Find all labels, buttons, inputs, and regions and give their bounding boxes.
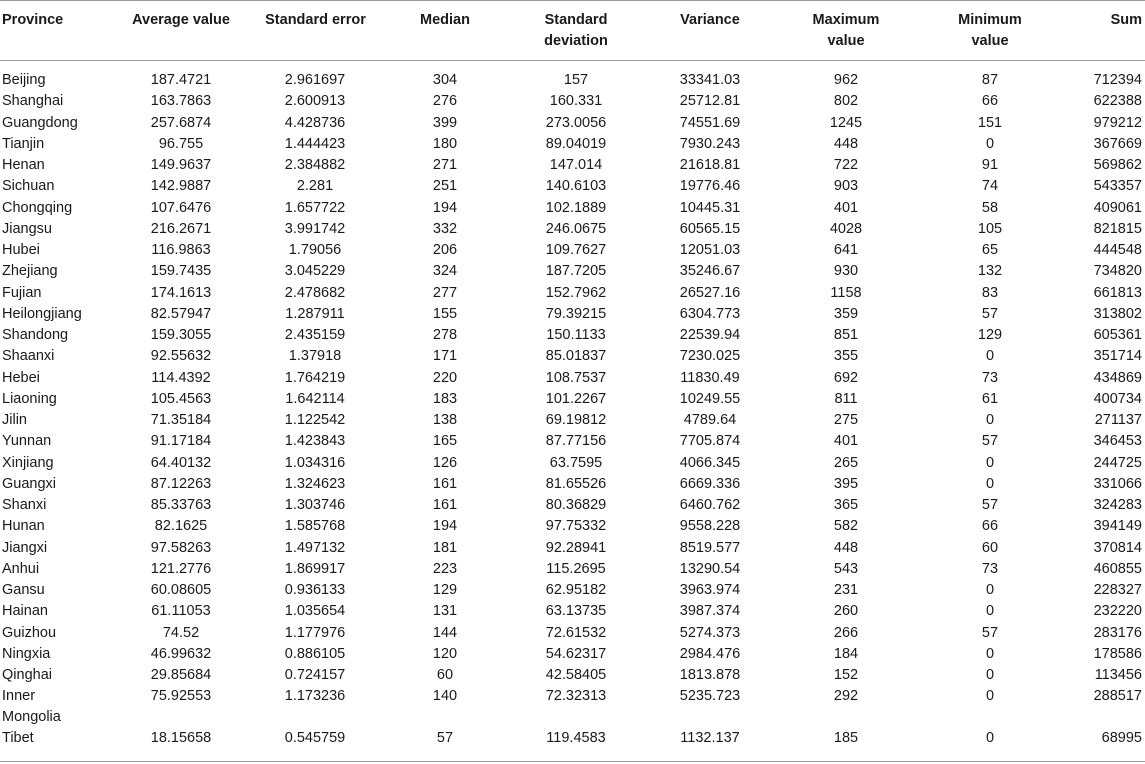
sum-cell: 244725 (1093, 454, 1142, 471)
std-dev-cell: 152.7962 (545, 284, 607, 301)
average-cell: 71.35184 (150, 412, 212, 428)
province-cell: Guizhou (2, 624, 57, 641)
std-error-cell: 1.585768 (284, 518, 346, 535)
median-cell: 129 (432, 582, 458, 598)
maximum-cell: 184 (833, 645, 859, 662)
province-cell: Shanxi (2, 497, 47, 513)
header-bottom-rule (0, 60, 1145, 61)
median-cell: 332 (432, 220, 458, 237)
province-cell: Fujian (2, 284, 42, 301)
minimum-cell: 91 (981, 157, 999, 173)
minimum-cell: 57 (981, 624, 999, 641)
std-error-cell: 0.724157 (284, 667, 346, 683)
sum-cell: 394149 (1093, 518, 1142, 535)
sum-cell: 444548 (1093, 242, 1142, 258)
variance-cell: 74551.69 (679, 114, 741, 131)
province-cell: Jiangsu (2, 220, 52, 237)
header-median: Median (420, 12, 470, 28)
average-cell: 216.2671 (150, 220, 212, 237)
std-dev-cell: 157 (563, 72, 589, 88)
province-cell: Hubei (2, 242, 40, 258)
variance-cell: 7230.025 (679, 348, 741, 365)
table-bottom-rule (0, 761, 1145, 762)
variance-cell: 10445.31 (679, 199, 741, 216)
std-error-cell: 2.384882 (284, 157, 346, 173)
maximum-cell: 355 (833, 348, 859, 365)
std-error-cell: 0.886105 (284, 645, 346, 662)
province-cell: Henan (2, 157, 45, 173)
minimum-cell: 0 (985, 645, 995, 662)
std-error-cell: 1.444423 (284, 135, 346, 152)
sum-cell: 232220 (1093, 603, 1142, 620)
median-cell: 277 (432, 284, 458, 301)
province-cell: Guangxi (2, 475, 57, 492)
std-error-cell: 1.034316 (284, 454, 346, 471)
header-maximum-value: Maximum value (812, 12, 880, 49)
variance-cell: 1813.878 (679, 667, 741, 683)
std-error-cell: 2.961697 (284, 72, 346, 88)
median-cell: 180 (432, 135, 458, 152)
median-cell: 165 (432, 433, 458, 450)
std-dev-cell: 187.7205 (545, 263, 607, 280)
std-error-cell: 1.287911 (285, 305, 345, 322)
header-province: Province (2, 12, 64, 28)
province-cell: Sichuan (2, 178, 55, 195)
minimum-cell: 151 (977, 114, 1003, 131)
province-cell: Zhejiang (2, 263, 58, 280)
variance-cell: 5235.723 (679, 688, 741, 705)
header-minimum-value: Minimum value (958, 12, 1022, 49)
header-standard-deviation: Standard deviation (544, 12, 608, 49)
std-dev-cell: 101.2267 (545, 390, 607, 407)
average-cell: 29.85684 (150, 667, 212, 683)
average-cell: 174.1613 (150, 284, 212, 301)
province-cell: Tibet (2, 730, 34, 747)
sum-cell: 313802 (1093, 305, 1142, 322)
std-dev-cell: 87.77156 (545, 433, 607, 450)
std-dev-cell: 63.13735 (545, 603, 607, 620)
variance-cell: 7930.243 (679, 135, 741, 152)
province-cell: Shanghai (2, 93, 64, 110)
median-cell: 57 (436, 730, 454, 747)
variance-cell: 7705.874 (679, 433, 741, 450)
variance-cell: 26527.16 (679, 284, 741, 301)
header-sum: Sum (1110, 12, 1142, 28)
maximum-cell: 401 (833, 199, 859, 216)
std-dev-cell: 150.1133 (546, 327, 606, 343)
variance-cell: 9558.228 (679, 518, 741, 535)
province-cell: Ningxia (2, 645, 51, 662)
std-dev-cell: 273.0056 (545, 114, 607, 131)
province-cell: Anhui (2, 560, 40, 577)
minimum-cell: 73 (981, 560, 999, 577)
average-cell: 96.755 (158, 135, 204, 152)
median-cell: 276 (432, 93, 458, 110)
province-cell: Heilongjiang (2, 305, 82, 322)
median-cell: 324 (432, 263, 458, 280)
sum-cell: 228327 (1093, 582, 1142, 598)
median-cell: 278 (432, 327, 458, 343)
maximum-cell: 543 (833, 560, 859, 577)
header-standard-error: Standard error (265, 12, 366, 28)
maximum-cell: 641 (833, 242, 859, 258)
std-error-cell: 1.657722 (284, 199, 346, 216)
variance-cell: 6460.762 (679, 497, 741, 513)
average-cell: 149.9637 (150, 157, 212, 173)
median-cell: 131 (432, 603, 458, 620)
province-cell: Tianjin (2, 135, 45, 152)
std-error-cell: 3.045229 (284, 263, 346, 280)
sum-cell: 178586 (1093, 645, 1142, 662)
std-error-cell: 1.79056 (288, 242, 342, 258)
median-cell: 138 (432, 412, 458, 428)
std-error-cell: 2.478682 (284, 284, 346, 301)
maximum-cell: 930 (833, 263, 859, 280)
std-error-cell: 1.303746 (284, 497, 346, 513)
average-cell: 92.55632 (150, 348, 212, 365)
minimum-cell: 0 (985, 667, 995, 683)
std-dev-cell: 108.7537 (545, 369, 607, 386)
maximum-cell: 401 (833, 433, 859, 450)
maximum-cell: 231 (833, 582, 859, 598)
variance-cell: 10249.55 (679, 390, 741, 407)
median-cell: 140 (432, 688, 458, 705)
minimum-cell: 74 (981, 178, 999, 195)
province-cell: Hunan (2, 518, 45, 535)
std-dev-cell: 246.0675 (545, 220, 607, 237)
minimum-cell: 0 (985, 348, 995, 365)
maximum-cell: 1245 (829, 114, 863, 131)
median-cell: 120 (432, 645, 458, 662)
sum-cell: 288517 (1093, 688, 1142, 705)
median-cell: 206 (432, 242, 458, 258)
average-cell: 107.6476 (150, 199, 212, 216)
province-cell: Xinjiang (2, 454, 54, 471)
std-error-cell: 1.324623 (284, 475, 346, 492)
average-cell: 60.08605 (150, 582, 212, 598)
std-error-cell: 3.991742 (284, 220, 346, 237)
minimum-cell: 132 (977, 263, 1003, 280)
variance-cell: 3963.974 (679, 582, 741, 598)
average-cell: 97.58263 (150, 539, 212, 556)
std-dev-cell: 160.331 (549, 93, 603, 110)
average-cell: 85.33763 (150, 497, 212, 513)
average-cell: 116.9863 (151, 242, 211, 258)
sum-cell: 622388 (1093, 93, 1142, 110)
std-error-cell: 1.177976 (284, 624, 346, 641)
sum-cell: 113456 (1094, 667, 1142, 683)
minimum-cell: 83 (981, 284, 999, 301)
median-cell: 161 (432, 475, 458, 492)
median-cell: 271 (432, 157, 458, 173)
average-cell: 105.4563 (150, 390, 212, 407)
variance-cell: 6669.336 (679, 475, 741, 492)
maximum-cell: 266 (833, 624, 859, 641)
minimum-cell: 65 (981, 242, 999, 258)
header-average-value: Average value (132, 12, 230, 28)
std-error-cell: 4.428736 (284, 114, 346, 131)
sum-cell: 271137 (1094, 412, 1142, 428)
average-cell: 257.6874 (150, 114, 212, 131)
minimum-cell: 66 (981, 93, 999, 110)
average-cell: 87.12263 (150, 475, 212, 492)
maximum-cell: 185 (833, 730, 859, 747)
median-cell: 399 (432, 114, 458, 131)
variance-cell: 4789.64 (683, 412, 737, 428)
median-cell: 181 (432, 539, 458, 556)
variance-cell: 25712.81 (679, 93, 741, 110)
variance-cell: 33341.03 (679, 72, 741, 88)
median-cell: 220 (432, 369, 458, 386)
maximum-cell: 903 (833, 178, 859, 195)
maximum-cell: 962 (833, 72, 859, 88)
maximum-cell: 292 (833, 688, 859, 705)
sum-cell: 605361 (1093, 327, 1142, 343)
variance-cell: 6304.773 (679, 305, 741, 322)
province-cell: Qinghai (2, 667, 52, 683)
sum-cell: 409061 (1093, 199, 1142, 216)
variance-cell: 2984.476 (679, 645, 741, 662)
median-cell: 171 (432, 348, 458, 365)
average-cell: 159.3055 (150, 327, 212, 343)
std-dev-cell: 140.6103 (545, 178, 607, 195)
maximum-cell: 275 (833, 412, 859, 428)
average-cell: 187.4721 (150, 72, 212, 88)
maximum-cell: 260 (833, 603, 859, 620)
maximum-cell: 265 (833, 454, 859, 471)
average-cell: 163.7863 (150, 93, 212, 110)
minimum-cell: 0 (985, 475, 995, 492)
province-cell: Beijing (2, 72, 46, 88)
std-dev-cell: 92.28941 (545, 539, 607, 556)
sum-cell: 661813 (1093, 284, 1142, 301)
sum-cell: 712394 (1093, 72, 1142, 88)
std-error-cell: 1.869917 (284, 560, 346, 577)
std-dev-cell: 97.75332 (545, 518, 607, 535)
std-error-cell: 1.37918 (288, 348, 342, 365)
variance-cell: 8519.577 (679, 539, 741, 556)
std-dev-cell: 85.01837 (545, 348, 607, 365)
average-cell: 75.92553 (150, 688, 212, 705)
sum-cell: 460855 (1093, 560, 1142, 577)
variance-cell: 5274.373 (679, 624, 741, 641)
average-cell: 114.4392 (151, 369, 211, 386)
variance-cell: 3987.374 (679, 603, 741, 620)
maximum-cell: 802 (833, 93, 859, 110)
std-dev-cell: 109.7627 (545, 242, 607, 258)
sum-cell: 979212 (1093, 114, 1142, 131)
minimum-cell: 60 (981, 539, 999, 556)
minimum-cell: 0 (985, 412, 995, 428)
std-dev-cell: 147.014 (549, 157, 603, 173)
median-cell: 304 (432, 72, 458, 88)
variance-cell: 11830.49 (680, 369, 740, 386)
maximum-cell: 395 (833, 475, 859, 492)
average-cell: 82.57947 (150, 305, 212, 322)
std-error-cell: 2.435159 (284, 327, 346, 343)
average-cell: 82.1625 (154, 518, 208, 535)
minimum-cell: 129 (977, 327, 1003, 343)
sum-cell: 346453 (1093, 433, 1142, 450)
average-cell: 91.17184 (150, 433, 212, 450)
maximum-cell: 359 (833, 305, 859, 322)
average-cell: 142.9887 (150, 178, 212, 195)
province-cell: Liaoning (2, 390, 57, 407)
std-error-cell: 1.122542 (284, 412, 346, 428)
std-dev-cell: 69.19812 (545, 412, 607, 428)
variance-cell: 60565.15 (679, 220, 741, 237)
median-cell: 161 (432, 497, 458, 513)
maximum-cell: 4028 (829, 220, 863, 237)
sum-cell: 324283 (1093, 497, 1142, 513)
minimum-cell: 66 (981, 518, 999, 535)
sum-cell: 367669 (1093, 135, 1142, 152)
variance-cell: 21618.81 (679, 157, 741, 173)
average-cell: 64.40132 (150, 454, 212, 471)
average-cell: 74.52 (162, 624, 200, 641)
sum-cell: 331066 (1093, 475, 1142, 492)
minimum-cell: 0 (985, 688, 995, 705)
province-cell: Yunnan (2, 433, 52, 450)
minimum-cell: 58 (981, 199, 999, 216)
variance-cell: 1132.137 (680, 730, 740, 747)
minimum-cell: 57 (981, 497, 999, 513)
std-dev-cell: 79.39215 (545, 305, 607, 322)
province-cell: Inner Mongolia (2, 688, 61, 726)
maximum-cell: 365 (833, 497, 859, 513)
minimum-cell: 57 (981, 305, 999, 322)
sum-cell: 734820 (1093, 263, 1142, 280)
minimum-cell: 61 (981, 390, 999, 407)
std-error-cell: 1.497132 (284, 539, 346, 556)
province-cell: Gansu (2, 582, 45, 598)
std-dev-cell: 102.1889 (545, 199, 607, 216)
sum-cell: 283176 (1093, 624, 1142, 641)
sum-cell: 543357 (1093, 178, 1142, 195)
average-cell: 121.2776 (150, 560, 212, 577)
std-error-cell: 2.600913 (284, 93, 346, 110)
variance-cell: 19776.46 (679, 178, 741, 195)
sum-cell: 370814 (1093, 539, 1142, 556)
minimum-cell: 73 (981, 369, 999, 386)
province-cell: Jiangxi (2, 539, 48, 556)
average-cell: 18.15658 (150, 730, 212, 747)
variance-cell: 35246.67 (679, 263, 741, 280)
median-cell: 60 (436, 667, 454, 683)
median-cell: 194 (432, 518, 458, 535)
std-error-cell: 1.035654 (284, 603, 346, 620)
median-cell: 126 (432, 454, 458, 471)
average-cell: 159.7435 (150, 263, 212, 280)
std-dev-cell: 119.4583 (546, 730, 606, 747)
std-dev-cell: 72.61532 (545, 624, 607, 641)
median-cell: 194 (432, 199, 458, 216)
sum-cell: 351714 (1093, 348, 1142, 365)
std-error-cell: 0.936133 (284, 582, 346, 598)
maximum-cell: 448 (833, 135, 859, 152)
std-dev-cell: 42.58405 (545, 667, 607, 683)
median-cell: 144 (432, 624, 458, 641)
minimum-cell: 0 (985, 603, 995, 620)
maximum-cell: 152 (833, 667, 859, 683)
minimum-cell: 0 (985, 730, 995, 747)
std-dev-cell: 81.65526 (545, 475, 607, 492)
variance-cell: 13290.54 (679, 560, 741, 577)
table-top-rule (0, 0, 1145, 1)
std-dev-cell: 115.2695 (546, 560, 606, 577)
province-cell: Shaanxi (2, 348, 55, 365)
std-error-cell: 2.281 (296, 178, 334, 195)
province-cell: Chongqing (2, 199, 73, 216)
province-cell: Shandong (2, 327, 69, 343)
median-cell: 183 (432, 390, 458, 407)
variance-cell: 22539.94 (679, 327, 741, 343)
std-dev-cell: 54.62317 (545, 645, 607, 662)
province-cell: Hebei (2, 369, 40, 386)
median-cell: 251 (432, 178, 458, 195)
header-variance: Variance (680, 12, 740, 28)
average-cell: 46.99632 (150, 645, 212, 662)
sum-cell: 68995 (1101, 730, 1142, 747)
minimum-cell: 0 (985, 135, 995, 152)
median-cell: 223 (432, 560, 458, 577)
province-cell: Guangdong (2, 114, 78, 131)
maximum-cell: 722 (833, 157, 859, 173)
province-cell: Jilin (2, 412, 27, 428)
minimum-cell: 0 (985, 454, 995, 471)
maximum-cell: 851 (833, 327, 859, 343)
minimum-cell: 105 (977, 220, 1003, 237)
variance-cell: 4066.345 (679, 454, 741, 471)
std-dev-cell: 80.36829 (545, 497, 607, 513)
variance-cell: 12051.03 (679, 242, 741, 258)
sum-cell: 821815 (1093, 220, 1142, 237)
sum-cell: 400734 (1093, 390, 1142, 407)
std-error-cell: 1.173236 (284, 688, 346, 705)
std-error-cell: 0.545759 (284, 730, 346, 747)
median-cell: 155 (432, 305, 458, 322)
sum-cell: 569862 (1093, 157, 1142, 173)
sum-cell: 434869 (1093, 369, 1142, 386)
average-cell: 61.11053 (151, 603, 211, 620)
std-error-cell: 1.764219 (284, 369, 346, 386)
std-dev-cell: 63.7595 (549, 454, 603, 471)
std-dev-cell: 62.95182 (545, 582, 607, 598)
province-cell: Hainan (2, 603, 48, 620)
minimum-cell: 87 (981, 72, 999, 88)
maximum-cell: 811 (834, 390, 858, 407)
std-error-cell: 1.423843 (284, 433, 346, 450)
std-dev-cell: 89.04019 (545, 135, 607, 152)
maximum-cell: 448 (833, 539, 859, 556)
maximum-cell: 1158 (830, 284, 862, 301)
maximum-cell: 692 (833, 369, 859, 386)
std-error-cell: 1.642114 (285, 390, 345, 407)
maximum-cell: 582 (833, 518, 859, 535)
minimum-cell: 57 (981, 433, 999, 450)
minimum-cell: 0 (985, 582, 995, 598)
std-dev-cell: 72.32313 (545, 688, 607, 705)
